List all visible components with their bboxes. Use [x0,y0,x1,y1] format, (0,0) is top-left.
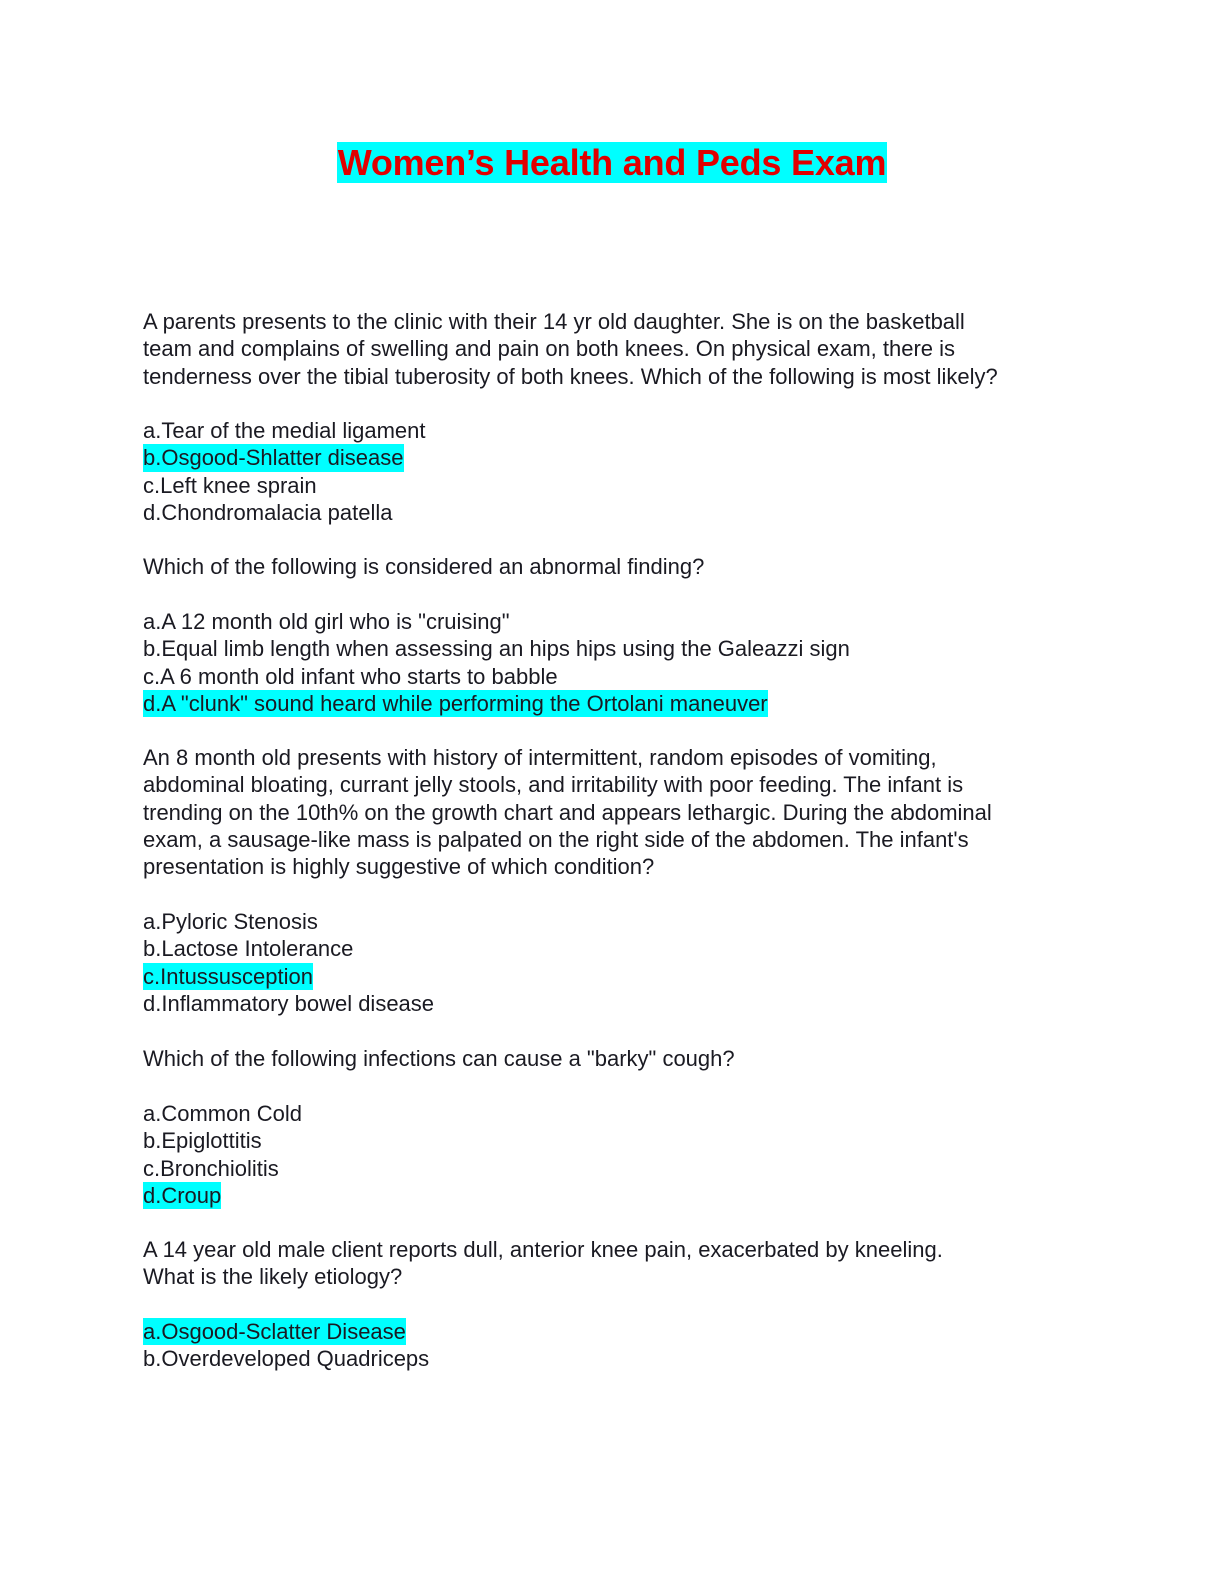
option-c: c.Left knee sprain [143,472,317,498]
option-a: a.A 12 month old girl who is "cruising" [143,609,510,634]
question-5-options [143,1318,429,1373]
stem-line: Which of the following is considered an abnormal finding? [143,554,705,579]
question-1-stem [143,308,998,390]
option-c-correct: c.Intussusception [143,963,313,989]
stem-line: trending on the 10th% on the growth chart and appears lethargic. During the abdominal [143,799,992,825]
option-d-correct: d.A "clunk" sound heard while performing the Ortolani maneuver [143,690,768,716]
option-a-correct: a.Osgood-Sclatter Disease [143,1319,406,1344]
option-b-correct: b.Osgood-Shlatter disease [143,445,404,471]
stem-line: team and complains of swelling and pain on both knees. On physical exam, there is [143,336,956,362]
question-5-stem [143,1236,943,1291]
option-c: c.Bronchiolitis [143,1155,279,1181]
question-3-options [143,908,434,1017]
question-2-options [143,608,850,717]
stem-line: exam, a sausage-like mass is palpated on the right side of the abdomen. The infant's [143,826,969,852]
stem-line: A parents presents to the clinic with their 14 yr old daughter. She is on the basketball [143,309,965,334]
option-b: b.Lactose Intolerance [143,936,354,962]
stem-line: Which of the following infections can cause a "barky" cough? [143,1046,735,1071]
option-b: b.Epiglottitis [143,1128,262,1154]
document-title: Women’s Health and Peds Exam [337,142,887,183]
stem-line: presentation is highly suggestive of which condition? [143,854,655,880]
option-a: a.Common Cold [143,1101,302,1126]
question-4-stem [143,1045,735,1072]
option-d: d.Chondromalacia patella [143,499,393,525]
option-c: c.A 6 month old infant who starts to babble [143,663,558,689]
stem-line: What is the likely etiology? [143,1264,403,1290]
option-b: b.Overdeveloped Quadriceps [143,1346,430,1372]
question-1-options [143,417,426,526]
stem-line: A 14 year old male client reports dull, anterior knee pain, exacerbated by kneeling. [143,1237,943,1262]
option-a: a.Tear of the medial ligament [143,418,426,443]
question-3-stem [143,744,992,880]
option-b: b.Equal limb length when assessing an hips hips using the Galeazzi sign [143,636,850,662]
question-4-options [143,1100,302,1209]
question-2-stem [143,553,704,580]
option-a: a.Pyloric Stenosis [143,909,318,934]
stem-line: abdominal bloating, currant jelly stools, and irritability with poor feeding. The infant is [143,772,964,798]
option-d-correct: d.Croup [143,1182,222,1208]
stem-line: tenderness over the tibial tuberosity of both knees. Which of the following is most likely? [143,363,998,389]
stem-line: An 8 month old presents with history of intermittent, random episodes of vomiting, [143,745,937,770]
option-d: d.Inflammatory bowel disease [143,990,435,1016]
